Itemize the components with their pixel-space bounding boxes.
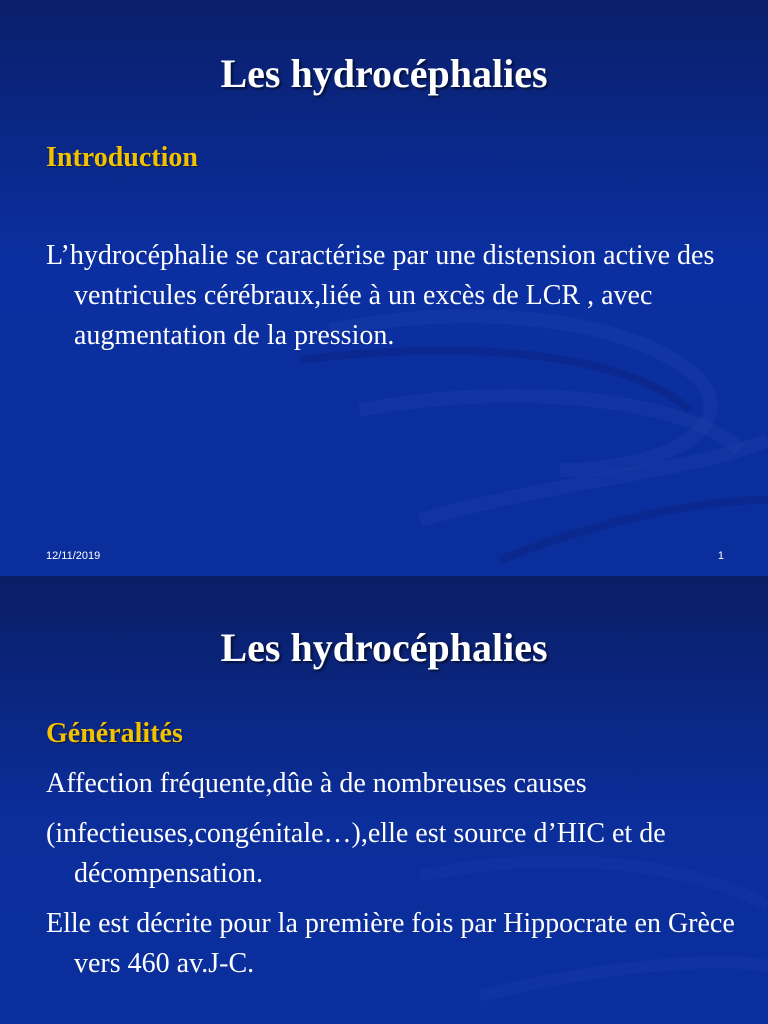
slide-2 xyxy=(0,576,768,1024)
body-paragraph: (infectieuses,congénitale…),elle est source d’HIC et de décompensation. xyxy=(46,818,666,889)
body-paragraph: Elle est décrite pour la première fois par Hippocrate en Grèce vers 460 av.J-C. xyxy=(46,908,735,979)
body-paragraph: Affection fréquente,dûe à de nombreuses causes xyxy=(46,768,587,799)
section-heading: Généralités xyxy=(46,718,183,749)
body-paragraph: L’hydrocéphalie se caractérise par une distension active des ventricules cérébraux,liée à un excès de LCR , avec augmentation de la pression. xyxy=(46,240,715,351)
slide-title: Les hydrocéphalies xyxy=(220,51,548,96)
section-heading: Introduction xyxy=(46,142,198,173)
slide-number: 1 xyxy=(717,550,724,562)
slide-date: 12/11/2019 xyxy=(46,550,101,562)
slide-title: Les hydrocéphalies xyxy=(220,625,548,670)
